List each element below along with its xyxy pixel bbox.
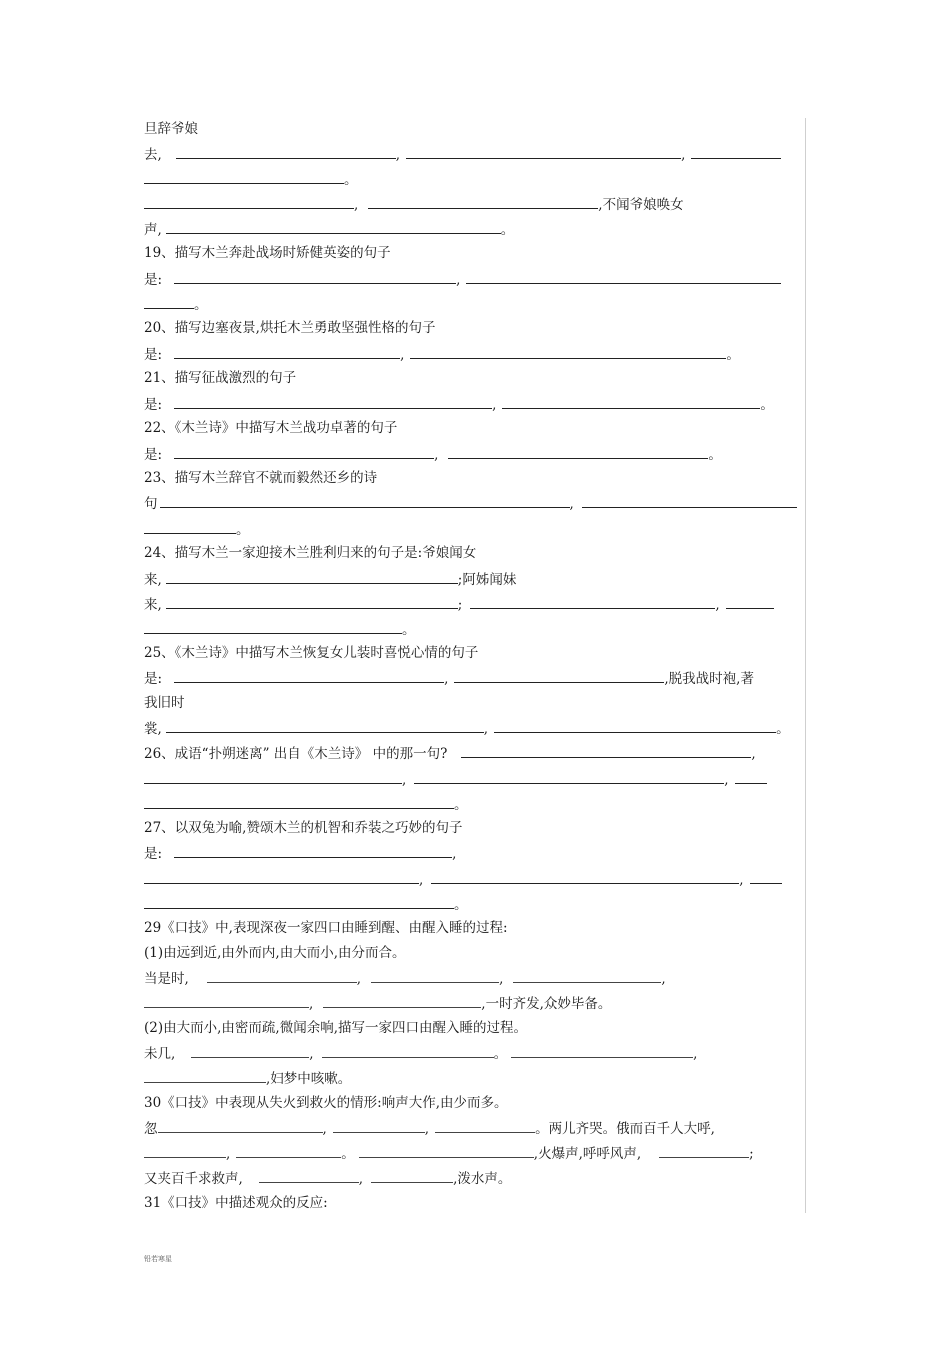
question-23: 23、描写木兰辞官不就而毅然还乡的诗 [144, 470, 378, 486]
blank[interactable] [166, 595, 458, 609]
blank[interactable] [191, 1044, 309, 1058]
text-line: 我旧时 [144, 695, 185, 711]
blank[interactable] [166, 570, 458, 584]
question-19: 19、描写木兰奔赴战场时矫健英姿的句子 [144, 245, 391, 261]
text-line: ,妇梦中咳嗽。 [144, 1069, 351, 1087]
blank[interactable] [414, 770, 724, 784]
question-25: 25、《木兰诗》中描写木兰恢复女儿装时喜悦心情的句子 [144, 645, 479, 661]
question-30: 30《口技》中表现从失火到救火的情形:响声大作,由少而多。 [144, 1095, 508, 1111]
blank[interactable] [322, 1044, 494, 1058]
text-line: 来, ;阿姊闻妹 [144, 572, 517, 588]
text-line: 是: , ,脱我战时袍,著 [144, 671, 754, 687]
text-line: 当是时, , , , [144, 971, 666, 987]
blank[interactable] [144, 195, 354, 209]
blank[interactable] [448, 445, 708, 459]
text-line: 句 , [144, 494, 797, 512]
text-line: , , [144, 870, 782, 888]
text-line: 未几, , 。 , [144, 1046, 698, 1062]
blank[interactable] [454, 669, 664, 683]
blank[interactable] [174, 270, 456, 284]
blank[interactable] [659, 1144, 749, 1158]
blank[interactable] [166, 719, 484, 733]
blank[interactable] [144, 520, 236, 534]
text-line: 去, , , [144, 145, 781, 163]
question-31: 31《口技》中描述观众的反应: [144, 1195, 328, 1211]
blank[interactable] [144, 770, 402, 784]
blank[interactable] [466, 270, 781, 284]
blank[interactable] [368, 195, 598, 209]
text-line: 是: , 。 [144, 447, 722, 463]
text-line: 旦辞爷娘 [144, 121, 198, 137]
blank[interactable] [735, 770, 767, 784]
blank[interactable] [207, 969, 357, 983]
blank[interactable] [406, 145, 681, 159]
question-21: 21、描写征战激烈的句子 [144, 370, 297, 386]
page-footer: 铅若寒星 [144, 1255, 172, 1263]
blank[interactable] [236, 1144, 341, 1158]
blank[interactable] [174, 669, 444, 683]
blank[interactable] [144, 1069, 266, 1083]
text-line: 来, ; , [144, 595, 774, 613]
text-line: 裳, , 。 [144, 721, 790, 737]
text-line: , , [144, 770, 767, 788]
blank[interactable] [144, 870, 419, 884]
blank[interactable] [174, 445, 434, 459]
blank[interactable] [502, 395, 760, 409]
blank[interactable] [174, 345, 400, 359]
text-line: 忽 , , 。两儿齐哭。俄而百千人大呼, [144, 1121, 715, 1137]
blank[interactable] [166, 220, 501, 234]
blank[interactable] [470, 595, 715, 609]
question-26: 26、成语“扑朔迷离” 出自《木兰诗》 中的那一句? , [144, 746, 756, 762]
blank[interactable] [174, 395, 492, 409]
blank[interactable] [144, 170, 344, 184]
question-29: 29《口技》中,表现深夜一家四口由睡到醒、由醒入睡的过程: [144, 920, 508, 936]
text-line: , ,不闻爷娘唤女 [144, 195, 684, 213]
text-line: 。 [144, 520, 250, 538]
blank[interactable] [323, 994, 481, 1008]
text-line: 又夹百千求救声, , ,泼水声。 [144, 1171, 512, 1187]
text-line: 。 [144, 620, 416, 638]
blank[interactable] [511, 1044, 693, 1058]
blank[interactable] [144, 895, 454, 909]
blank[interactable] [259, 1169, 359, 1183]
blank[interactable] [410, 345, 726, 359]
blank[interactable] [371, 1169, 453, 1183]
blank[interactable] [582, 494, 797, 508]
question-22: 22、《木兰诗》中描写木兰战功卓著的句子 [144, 420, 398, 436]
blank[interactable] [144, 620, 402, 634]
text-line: 。 [144, 170, 358, 188]
question-20: 20、描写边塞夜景,烘托木兰勇敢坚强性格的句子 [144, 320, 436, 336]
page-margin-rule [805, 118, 806, 1213]
blank[interactable] [371, 969, 499, 983]
blank[interactable] [158, 1119, 323, 1133]
text-line: 。 [144, 795, 468, 813]
blank[interactable] [160, 494, 570, 508]
blank[interactable] [144, 1144, 226, 1158]
question-27: 27、以双兔为喻,赞颂木兰的机智和乔装之巧妙的句子 [144, 820, 463, 836]
blank[interactable] [461, 744, 751, 758]
blank[interactable] [359, 1144, 534, 1158]
blank[interactable] [494, 719, 776, 733]
text-line: 。 [144, 295, 208, 313]
text-line: 是: , 。 [144, 397, 774, 413]
blank[interactable] [726, 595, 774, 609]
blank[interactable] [431, 870, 739, 884]
text-line: 是: , 。 [144, 347, 740, 363]
blank[interactable] [333, 1119, 425, 1133]
text-line: 是: , [144, 270, 781, 288]
blank[interactable] [144, 994, 309, 1008]
blank[interactable] [691, 145, 781, 159]
text-line: (2)由大而小,由密而疏,微闻余响,描写一家四口由醒入睡的过程。 [144, 1020, 527, 1036]
blank[interactable] [750, 870, 782, 884]
blank[interactable] [435, 1119, 535, 1133]
blank[interactable] [176, 145, 396, 159]
text-line: 声, 。 [144, 222, 515, 238]
blank[interactable] [144, 295, 194, 309]
text-line: (1)由远到近,由外而内,由大而小,由分而合。 [144, 945, 406, 961]
blank[interactable] [513, 969, 661, 983]
text-line: 是: , [144, 846, 457, 862]
blank[interactable] [174, 844, 452, 858]
text-line: , 。 ,火爆声,呼呼风声, ; [144, 1144, 754, 1162]
blank[interactable] [144, 795, 454, 809]
text-line: , ,一时齐发,众妙毕备。 [144, 994, 611, 1012]
text-line: 。 [144, 895, 468, 913]
question-24: 24、描写木兰一家迎接木兰胜利归来的句子是:爷娘闻女 [144, 545, 477, 561]
